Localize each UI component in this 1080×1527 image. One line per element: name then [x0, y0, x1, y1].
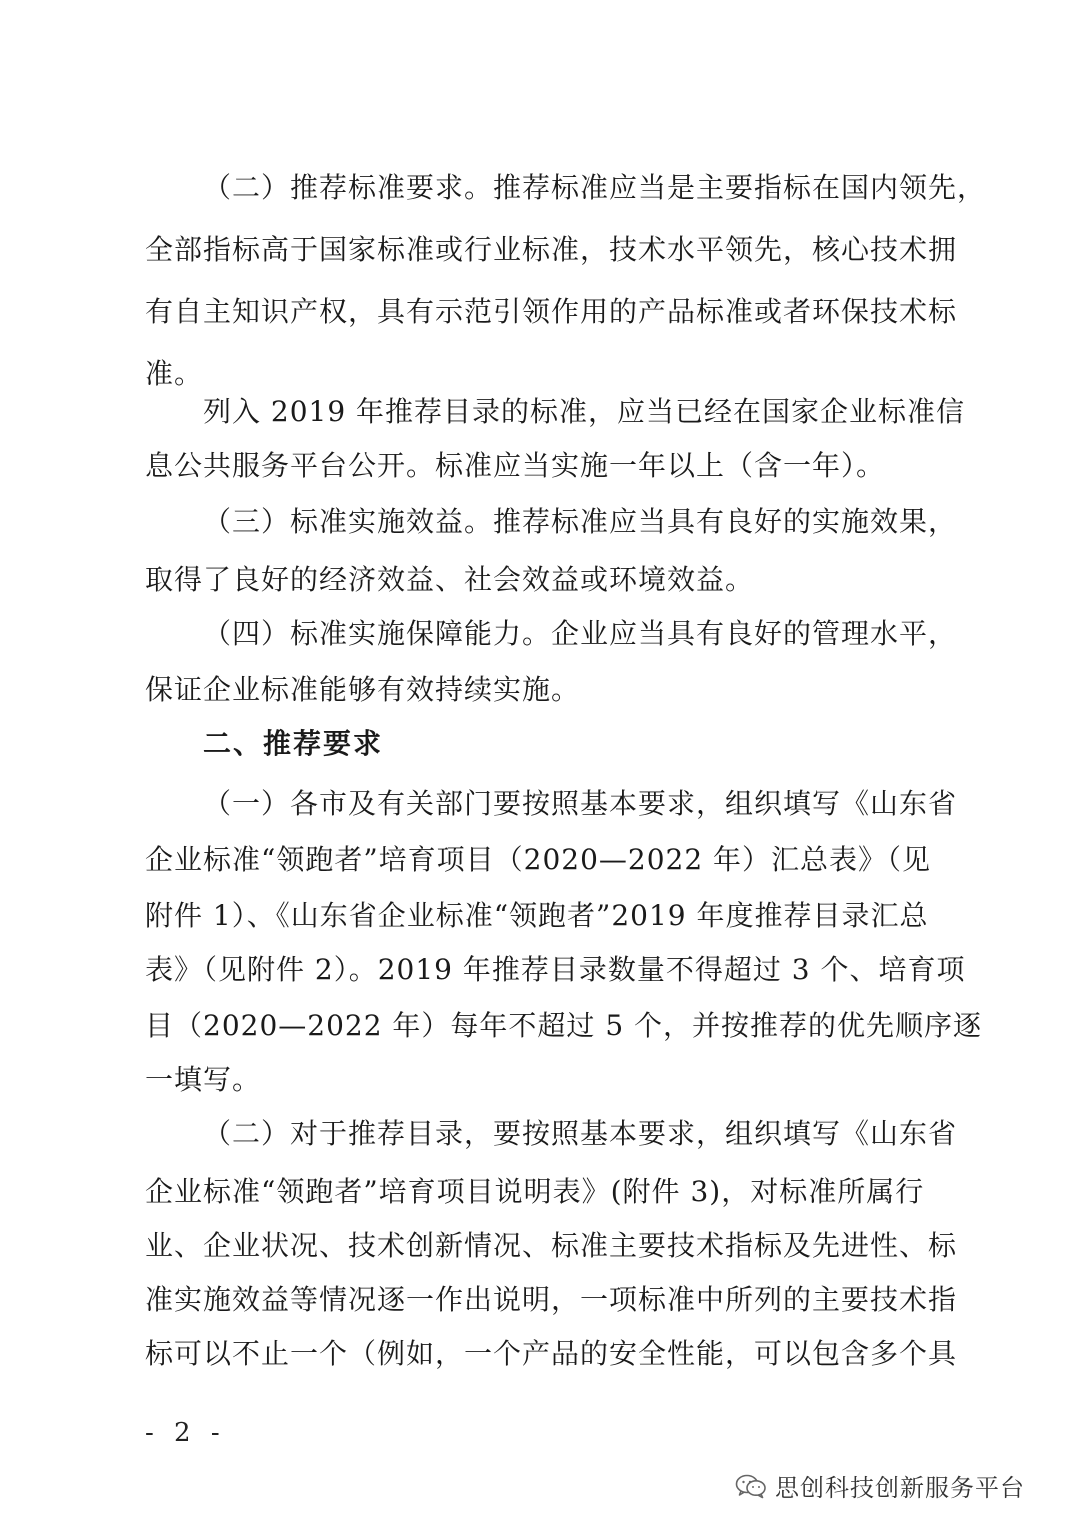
paragraph-line: 标可以不止一个（例如，一个产品的安全性能，可以包含多个具	[145, 1337, 958, 1370]
paragraph-line: 取得了良好的经济效益、社会效益或环境效益。	[145, 563, 755, 596]
paragraph-line: 保证企业标准能够有效持续实施。	[145, 673, 581, 706]
paragraph-line: 准实施效益等情况逐一作出说明，一项标准中所列的主要技术指	[145, 1283, 958, 1316]
paragraph-line: （二）对于推荐目录，要按照基本要求，组织填写《山东省	[203, 1117, 958, 1150]
paragraph-line: （一）各市及有关部门要按照基本要求，组织填写《山东省	[203, 787, 958, 820]
paragraph-line: 全部指标高于国家标准或行业标准，技术水平领先，核心技术拥	[145, 233, 958, 266]
watermark-text: 思创科技创新服务平台	[775, 1474, 1025, 1502]
paragraph-line: 表》（见附件 2）。2019 年推荐目录数量不得超过 3 个、培育项	[145, 953, 966, 986]
paragraph-line: 企业标准“领跑者”培育项目（2020—2022 年）汇总表》（见	[145, 843, 932, 876]
paragraph-line: 有自主知识产权，具有示范引领作用的产品标准或者环保技术标	[145, 295, 958, 328]
paragraph-line: 列入 2019 年推荐目录的标准，应当已经在国家企业标准信	[203, 395, 966, 428]
paragraph-line: （三）标准实施效益。推荐标准应当具有良好的实施效果，	[203, 505, 958, 538]
section-heading: 二、推荐要求	[203, 727, 384, 760]
paragraph-line: 准。	[145, 357, 204, 390]
watermark	[735, 1468, 1025, 1503]
paragraph-line: 企业标准“领跑者”培育项目说明表》(附件 3)，对标准所属行	[145, 1175, 925, 1208]
wechat-icon	[735, 1473, 767, 1499]
paragraph-line: （二）推荐标准要求。推荐标准应当是主要指标在国内领先，	[203, 171, 987, 204]
paragraph-line: 目（2020—2022 年）每年不超过 5 个，并按推荐的优先顺序逐	[145, 1009, 983, 1042]
page-number: - 2 -	[145, 1418, 226, 1448]
paragraph-line: 业、企业状况、技术创新情况、标准主要技术指标及先进性、标	[145, 1229, 958, 1262]
paragraph-line: （四）标准实施保障能力。企业应当具有良好的管理水平，	[203, 617, 958, 650]
paragraph-line: 附件 1）、《山东省企业标准“领跑者”2019 年度推荐目录汇总	[145, 899, 929, 932]
paragraph-line: 息公共服务平台公开。标准应当实施一年以上（含一年）。	[145, 449, 886, 482]
paragraph-line: 一填写。	[145, 1063, 262, 1096]
